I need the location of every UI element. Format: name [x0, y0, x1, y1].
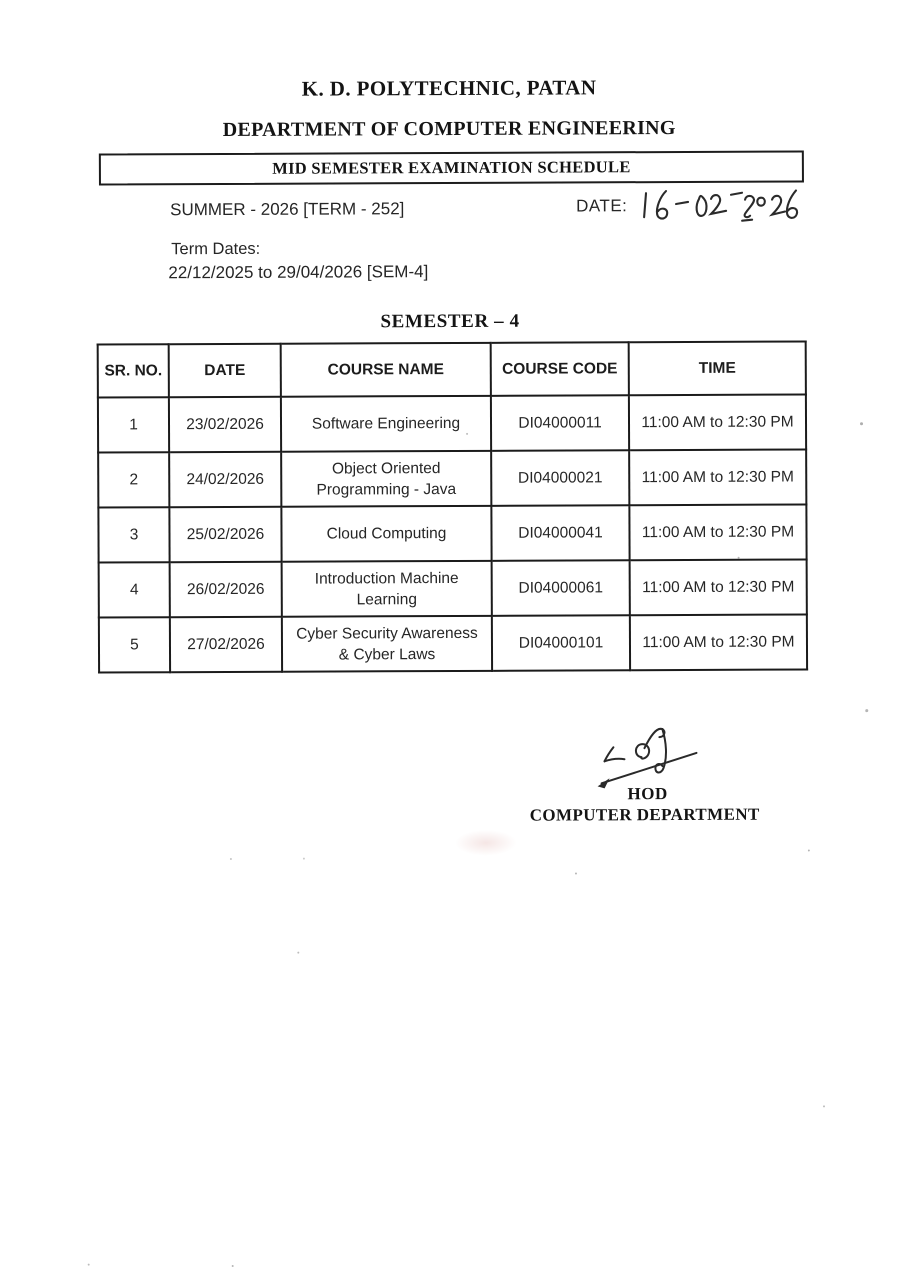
scan-speck [88, 1264, 90, 1266]
term-dates-value: 22/12/2025 to 29/04/2026 [SEM-4] [168, 262, 429, 283]
cell-course-name [282, 561, 492, 617]
scan-speck [297, 952, 299, 954]
cell-course-code: DI04000101 [492, 615, 630, 671]
schedule-title-box [99, 150, 804, 185]
term-dates-label: Term Dates: [171, 239, 261, 259]
scan-speck [823, 1105, 825, 1107]
cell-date: 24/02/2026 [169, 452, 281, 507]
table-row [98, 394, 806, 452]
table-row [98, 504, 806, 562]
col-header-sr-no: SR. NO. [98, 344, 169, 397]
cell-course-name [281, 451, 491, 507]
table-header-row [98, 341, 806, 397]
scan-speck [232, 1265, 234, 1267]
cell-time: 11:00 AM to 12:30 PM [629, 394, 806, 450]
scan-smudge [455, 830, 517, 856]
course-name-line2: & Cyber Laws [338, 645, 436, 663]
handwritten-date [635, 184, 799, 229]
course-name-line1: Cloud Computing [326, 525, 447, 543]
cell-sr: 2 [98, 452, 169, 507]
cell-date: 26/02/2026 [170, 562, 282, 617]
scan-speck [230, 858, 232, 860]
course-name-line2: Programming - Java [316, 480, 457, 499]
course-name-line1: Object Oriented [331, 459, 441, 478]
course-name-line1: Software Engineering [311, 414, 461, 433]
semester-heading: SEMESTER – 4 [380, 310, 520, 333]
schedule-title: MID SEMESTER EXAMINATION SCHEDULE [272, 157, 631, 178]
scan-speck [575, 872, 577, 874]
table-row [98, 449, 806, 507]
cell-course-name [282, 616, 492, 672]
col-header-time: TIME [629, 341, 806, 395]
col-header-course-name: COURSE NAME [281, 343, 491, 397]
table-row [99, 614, 807, 672]
cell-date: 25/02/2026 [169, 507, 281, 562]
hod-department-label: COMPUTER DEPARTMENT [529, 804, 760, 825]
scan-speck [865, 709, 868, 712]
scan-speck [466, 433, 468, 435]
cell-sr: 1 [98, 397, 169, 452]
cell-course-code: DI04000041 [491, 505, 629, 561]
cell-date: 23/02/2026 [169, 397, 281, 452]
cell-course-code: DI04000021 [491, 450, 629, 506]
cell-course-name [281, 396, 491, 452]
table-row [99, 559, 807, 617]
hod-label: HOD [627, 784, 668, 804]
institute-title: K. D. POLYTECHNIC, PATAN [301, 75, 597, 101]
cell-time: 11:00 AM to 12:30 PM [629, 449, 806, 505]
scan-speck [303, 858, 305, 860]
cell-time: 11:00 AM to 12:30 PM [629, 504, 806, 560]
scan-speck [860, 422, 863, 425]
cell-time: 11:00 AM to 12:30 PM [630, 559, 807, 615]
cell-sr: 3 [98, 507, 169, 562]
exam-schedule-table [97, 340, 808, 673]
cell-course-code: DI04000011 [491, 395, 629, 451]
cell-sr: 5 [99, 617, 170, 672]
cell-time: 11:00 AM to 12:30 PM [630, 614, 807, 670]
department-title: DEPARTMENT OF COMPUTER ENGINEERING [222, 117, 676, 141]
cell-sr: 4 [99, 562, 170, 617]
term-line: SUMMER - 2026 [TERM - 252] [170, 199, 405, 220]
hod-signature [594, 722, 706, 792]
col-header-course-code: COURSE CODE [491, 342, 629, 396]
course-name-line1: Introduction Machine [314, 569, 459, 588]
cell-course-code: DI04000061 [492, 560, 630, 616]
cell-date: 27/02/2026 [170, 617, 282, 672]
scan-speck [808, 849, 810, 851]
date-label: DATE: [576, 196, 628, 216]
course-name-line1: Cyber Security Awareness [296, 624, 478, 643]
scan-speck [738, 557, 740, 559]
course-name-line2: Learning [356, 590, 417, 608]
cell-course-name [281, 506, 491, 562]
col-header-date: DATE [169, 344, 281, 397]
